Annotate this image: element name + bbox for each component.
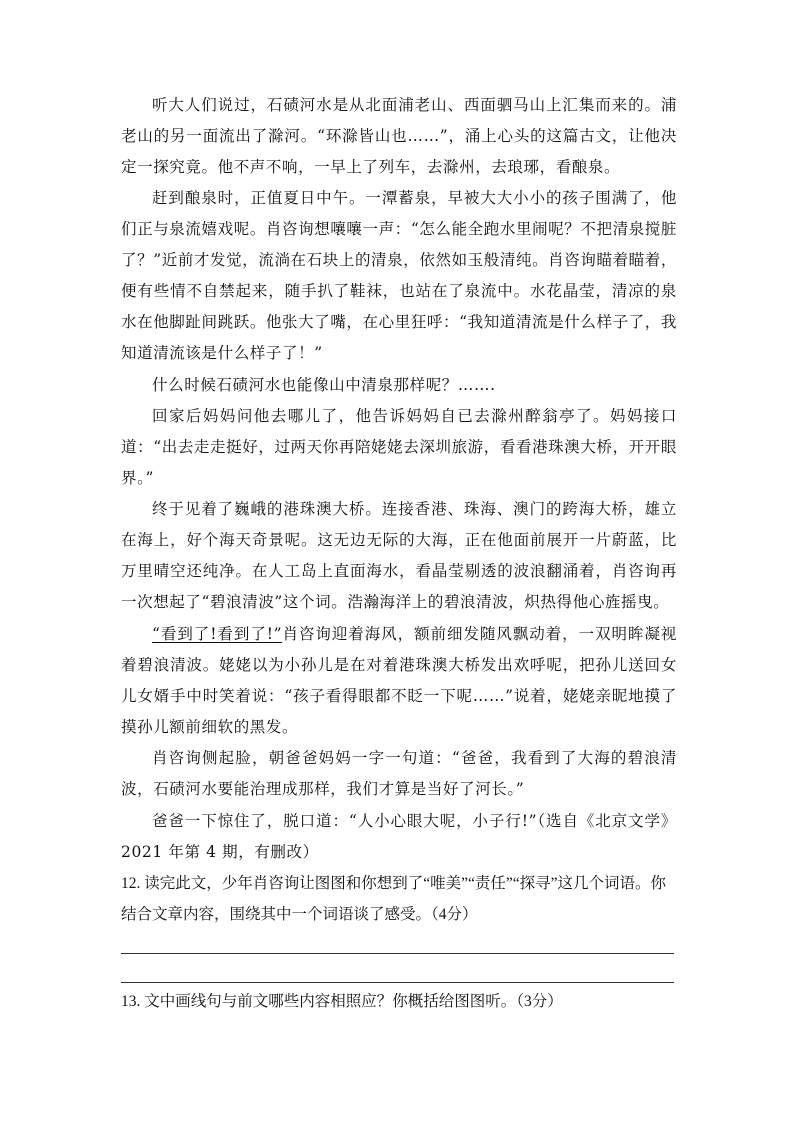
paragraph-7: 肖咨询侧起脸，朝爸爸妈妈一字一句道：“爸爸，我看到了大海的碧浪清波，石碛河水要能治理成那样，我们才算是当好了河长。”: [121, 749, 677, 798]
paragraph-1: 听大人们说过，石碛河水是从北面浦老山、西面驷马山上汇集而来的。浦老山的另一面流出了滁河。“环滁皆山也……”，涌上心头的这篇古文，让他决定一探究竟。他不声不响，一早上了列车，去滁州，去琅琊，看酿泉。: [121, 96, 677, 176]
paragraph-6: [121, 619, 677, 743]
answer-line[interactable]: [121, 953, 674, 954]
paragraph-3: 什么时候石碛河水也能像山中清泉那样呢？…….: [152, 376, 496, 394]
paragraph-5: 终于见着了巍峨的港珠澳大桥。连接香港、珠海、澳门的跨海大桥，雄立在海上，好个海天奇景呢。这无边无际的大海，正在他面前展开一片蔚蓝，比万里晴空还纯净。在人工岛上直面海水，看晶莹剔透的波浪翻涌着，肖咨询再一次想起了“碧浪清波”这个词。浩瀚海洋上的碧浪清波，炽热得他心旌摇曳。: [121, 500, 677, 611]
question-12: 12. 读完此文，少年肖咨询让图图和你想到了“唯美”“责任”“探寻”这几个词语。你结合文章内容，围绕其中一个词语谈了感受。（4分）: [121, 875, 667, 923]
question-13: 13. 文中画线句与前文哪些内容相照应？你概括给图图听。（3分）: [121, 993, 563, 1010]
paragraph-6-rest: 肖咨询迎着海风，额前细发随风飘动着，一双明眸凝视着碧浪清波。姥姥以为小孙儿是在对着港珠澳大桥发出欢呼呢，把孙儿送回女儿女婿手中时笑着说：“孩子看得眼都不眨一下呢……”说着，姥姥亲昵地摸了摸孙儿额前细软的黑发。: [121, 625, 678, 736]
answer-line[interactable]: [121, 982, 674, 983]
underlined-sentence: “看到了!看到了!”: [152, 625, 283, 643]
paragraph-8: 爸爸一下惊住了，脱口道：“人小心眼大呢，小子行!”（选自《北京文学》2021 年第 4 期，有删改）: [121, 812, 677, 861]
paragraph-4: 回家后妈妈问他去哪儿了，他告诉妈妈自已去滁州醉翁亭了。妈妈接口道：“出去走走挺好，过两天你再陪姥姥去深圳旅游，看看港珠澳大桥，开开眼界。”: [121, 407, 677, 487]
paragraph-2: 赶到酿泉时，正值夏日中午。一潭蓄泉，早被大大小小的孩子围满了，他们正与泉流嬉戏呢。肖咨询想嚷嚷一声：“怎么能全跑水里闹呢？不把清泉搅脏了？”近前才发觉，流淌在石块上的清泉，依然如玉般清纯。肖咨询瞄着瞄着，便有些情不自禁起来，随手扒了鞋袜，也站在了泉流中。水花晶莹，清凉的泉水在他脚趾间跳跃。他张大了嘴，在心里狂呼：“我知道清流是什么样子了，我知道清流该是什么样子了！”: [121, 189, 677, 362]
